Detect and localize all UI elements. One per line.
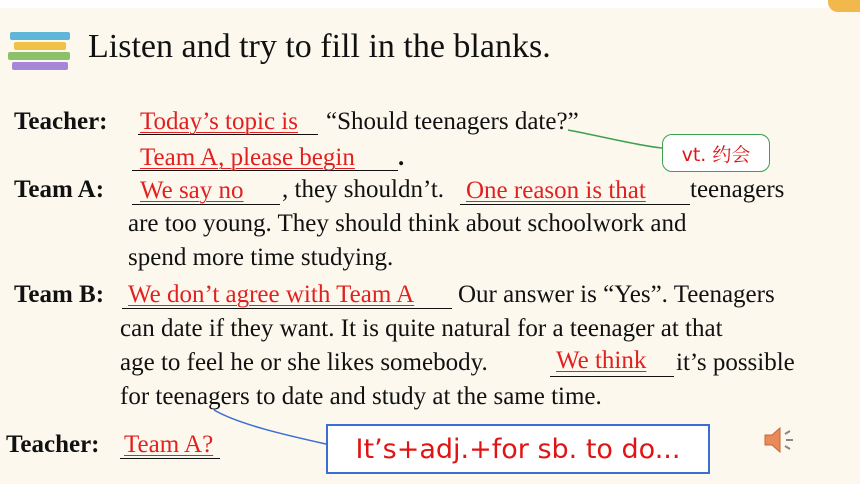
team-a-text: are too young. They should think about schoolwork and <box>128 210 687 237</box>
team-b-text: Our answer is “Yes”. Teenagers <box>458 281 775 308</box>
teacher-label: Teacher: <box>6 431 100 458</box>
books-icon <box>8 26 72 72</box>
team-a-text: , they shouldn’t. <box>282 176 445 203</box>
answer-blank: We think <box>556 347 647 374</box>
answer-blank: One reason is that <box>466 177 646 204</box>
answer-blank: Team A? <box>124 431 214 458</box>
top-bar <box>0 0 860 8</box>
answer-blank: We say no <box>140 177 244 204</box>
team-a-label: Team A: <box>14 176 105 203</box>
vocab-callout: vt. 约会 <box>662 134 770 172</box>
team-b-label: Team B: <box>14 281 105 308</box>
teacher-label: Teacher: <box>14 108 108 135</box>
slide-title: Listen and try to fill in the blanks. <box>88 28 551 65</box>
speaker-icon[interactable] <box>762 424 796 456</box>
corner-accent <box>828 0 860 12</box>
team-a-text: spend more time studying. <box>128 244 394 271</box>
team-b-text: can date if they want. It is quite natural for a teenager at that <box>120 315 723 342</box>
vocab-connector <box>568 130 662 148</box>
answer-blank: Today’s topic is <box>140 108 298 135</box>
pattern-callout: It’s+adj.+for sb. to do... <box>326 424 710 474</box>
period: . <box>398 144 405 171</box>
team-a-text: teenagers <box>690 176 785 203</box>
teacher-text: “Should teenagers date?” <box>326 108 579 135</box>
answer-blank: Team A, please begin <box>140 144 355 171</box>
team-b-text: age to feel he or she likes somebody. <box>120 349 488 376</box>
answer-blank: We don’t agree with Team A <box>128 281 415 308</box>
pattern-connector <box>214 410 326 444</box>
team-b-text: for teenagers to date and study at the same time. <box>120 383 602 410</box>
blank-line <box>550 376 674 377</box>
team-b-text: it’s possible <box>676 349 795 376</box>
